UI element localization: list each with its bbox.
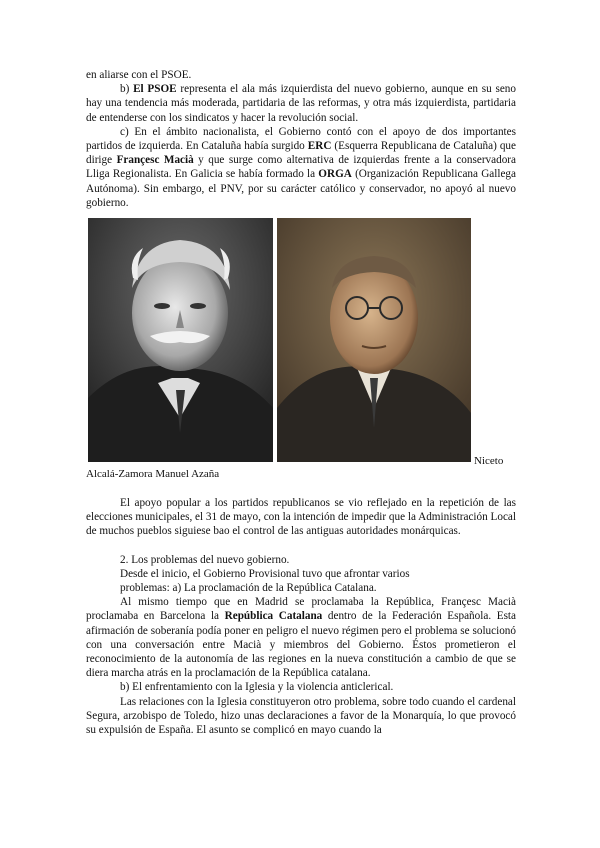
republica-catalana-bold: República Catalana (224, 610, 323, 623)
orga-bold: ORGA (318, 168, 352, 181)
paragraph-church: Las relaciones con la Iglesia constituyeron otro problema, sobre todo cuando el cardenal Segura, arzobispo de Toledo, hizo unas declaraciones a favor de la Monarquía, lo que provocó su expulsión de España. El asunto se complicó en mayo cuando la (86, 695, 516, 737)
text-block-top (86, 68, 516, 210)
paragraph-psoe: b) El PSOE representa el ala más izquierdista del nuevo gobierno, aunque en su seno hay una tendencia más moderada, partidaria de las reformas, y otra más izquierdista, partidaria de entenderse con los sindicatos y hacer la revolución social. (86, 83, 516, 124)
portrait-alcala-zamora (88, 218, 273, 462)
photo-alcala-zamora (88, 218, 273, 462)
text-block-bottom (86, 496, 516, 737)
photo-manuel-azana (277, 218, 471, 462)
paragraph-catalan-republic: Al mismo tiempo que en Madrid se proclamaba la República, Françesc Macià proclamaba en Barcelona la República Catalana dentro de la Federación Española. Esta afirmación de soberanía podía poner en peligro el nuevo régimen pero el problema se solucionó con una conversación entre Macià y miembros del Gobierno. Éstos prometieron el reconocimiento de la autonomía de las regiones en la nueva constitución a cambio de que se diera marcha atrás en la proclamación de la República catalana. (86, 596, 516, 680)
psoe-bold: El PSOE (133, 83, 177, 96)
section-heading-problems: 2. Los problemas del nuevo gobierno. (120, 553, 290, 566)
caption-right: Niceto (474, 455, 504, 467)
caption-left: Alcalá-Zamora Manuel Azaña (86, 468, 220, 480)
paragraph-problem-a: problemas: a) La proclamación de la República Catalana. (120, 582, 377, 595)
paragraph-problem-b: b) El enfrentamiento con la Iglesia y la violencia anticlerical. (120, 681, 394, 694)
macia-bold: Françesc Macià (116, 154, 194, 167)
paragraph-intro-problems: Desde el inicio, el Gobierno Provisional tuvo que afrontar varios (120, 567, 410, 580)
paragraph-nationalism: c) En el ámbito nacionalista, el Gobierno contó con el apoyo de dos importantes partidos de izquierda. En Cataluña había surgido ERC (Esquerra Republicana de Cataluña) que dirige Françesc Macià y que surge como alternativa de izquierdas frente a la conservadora Lliga Regionalista. En Galicia se había formado la ORGA (Organización Republicana Gallega Autónoma). Sin embargo, el PNV, por su carácter católico y conservador, no apoyó al nuevo gobierno. (86, 125, 516, 209)
paragraph-popular-support: El apoyo popular a los partidos republicanos se vio reflejado en la repetición de las elecciones municipales, el 31 de mayo, con la intención de impedir que la Administración Local de muchos pueblos siguiese bao el control de las antiguas autoridades monárquicas. (86, 497, 516, 538)
erc-bold: ERC (307, 140, 332, 153)
paragraph-continuation: en aliarse con el PSOE. (86, 69, 192, 81)
portrait-manuel-azana (277, 218, 471, 462)
